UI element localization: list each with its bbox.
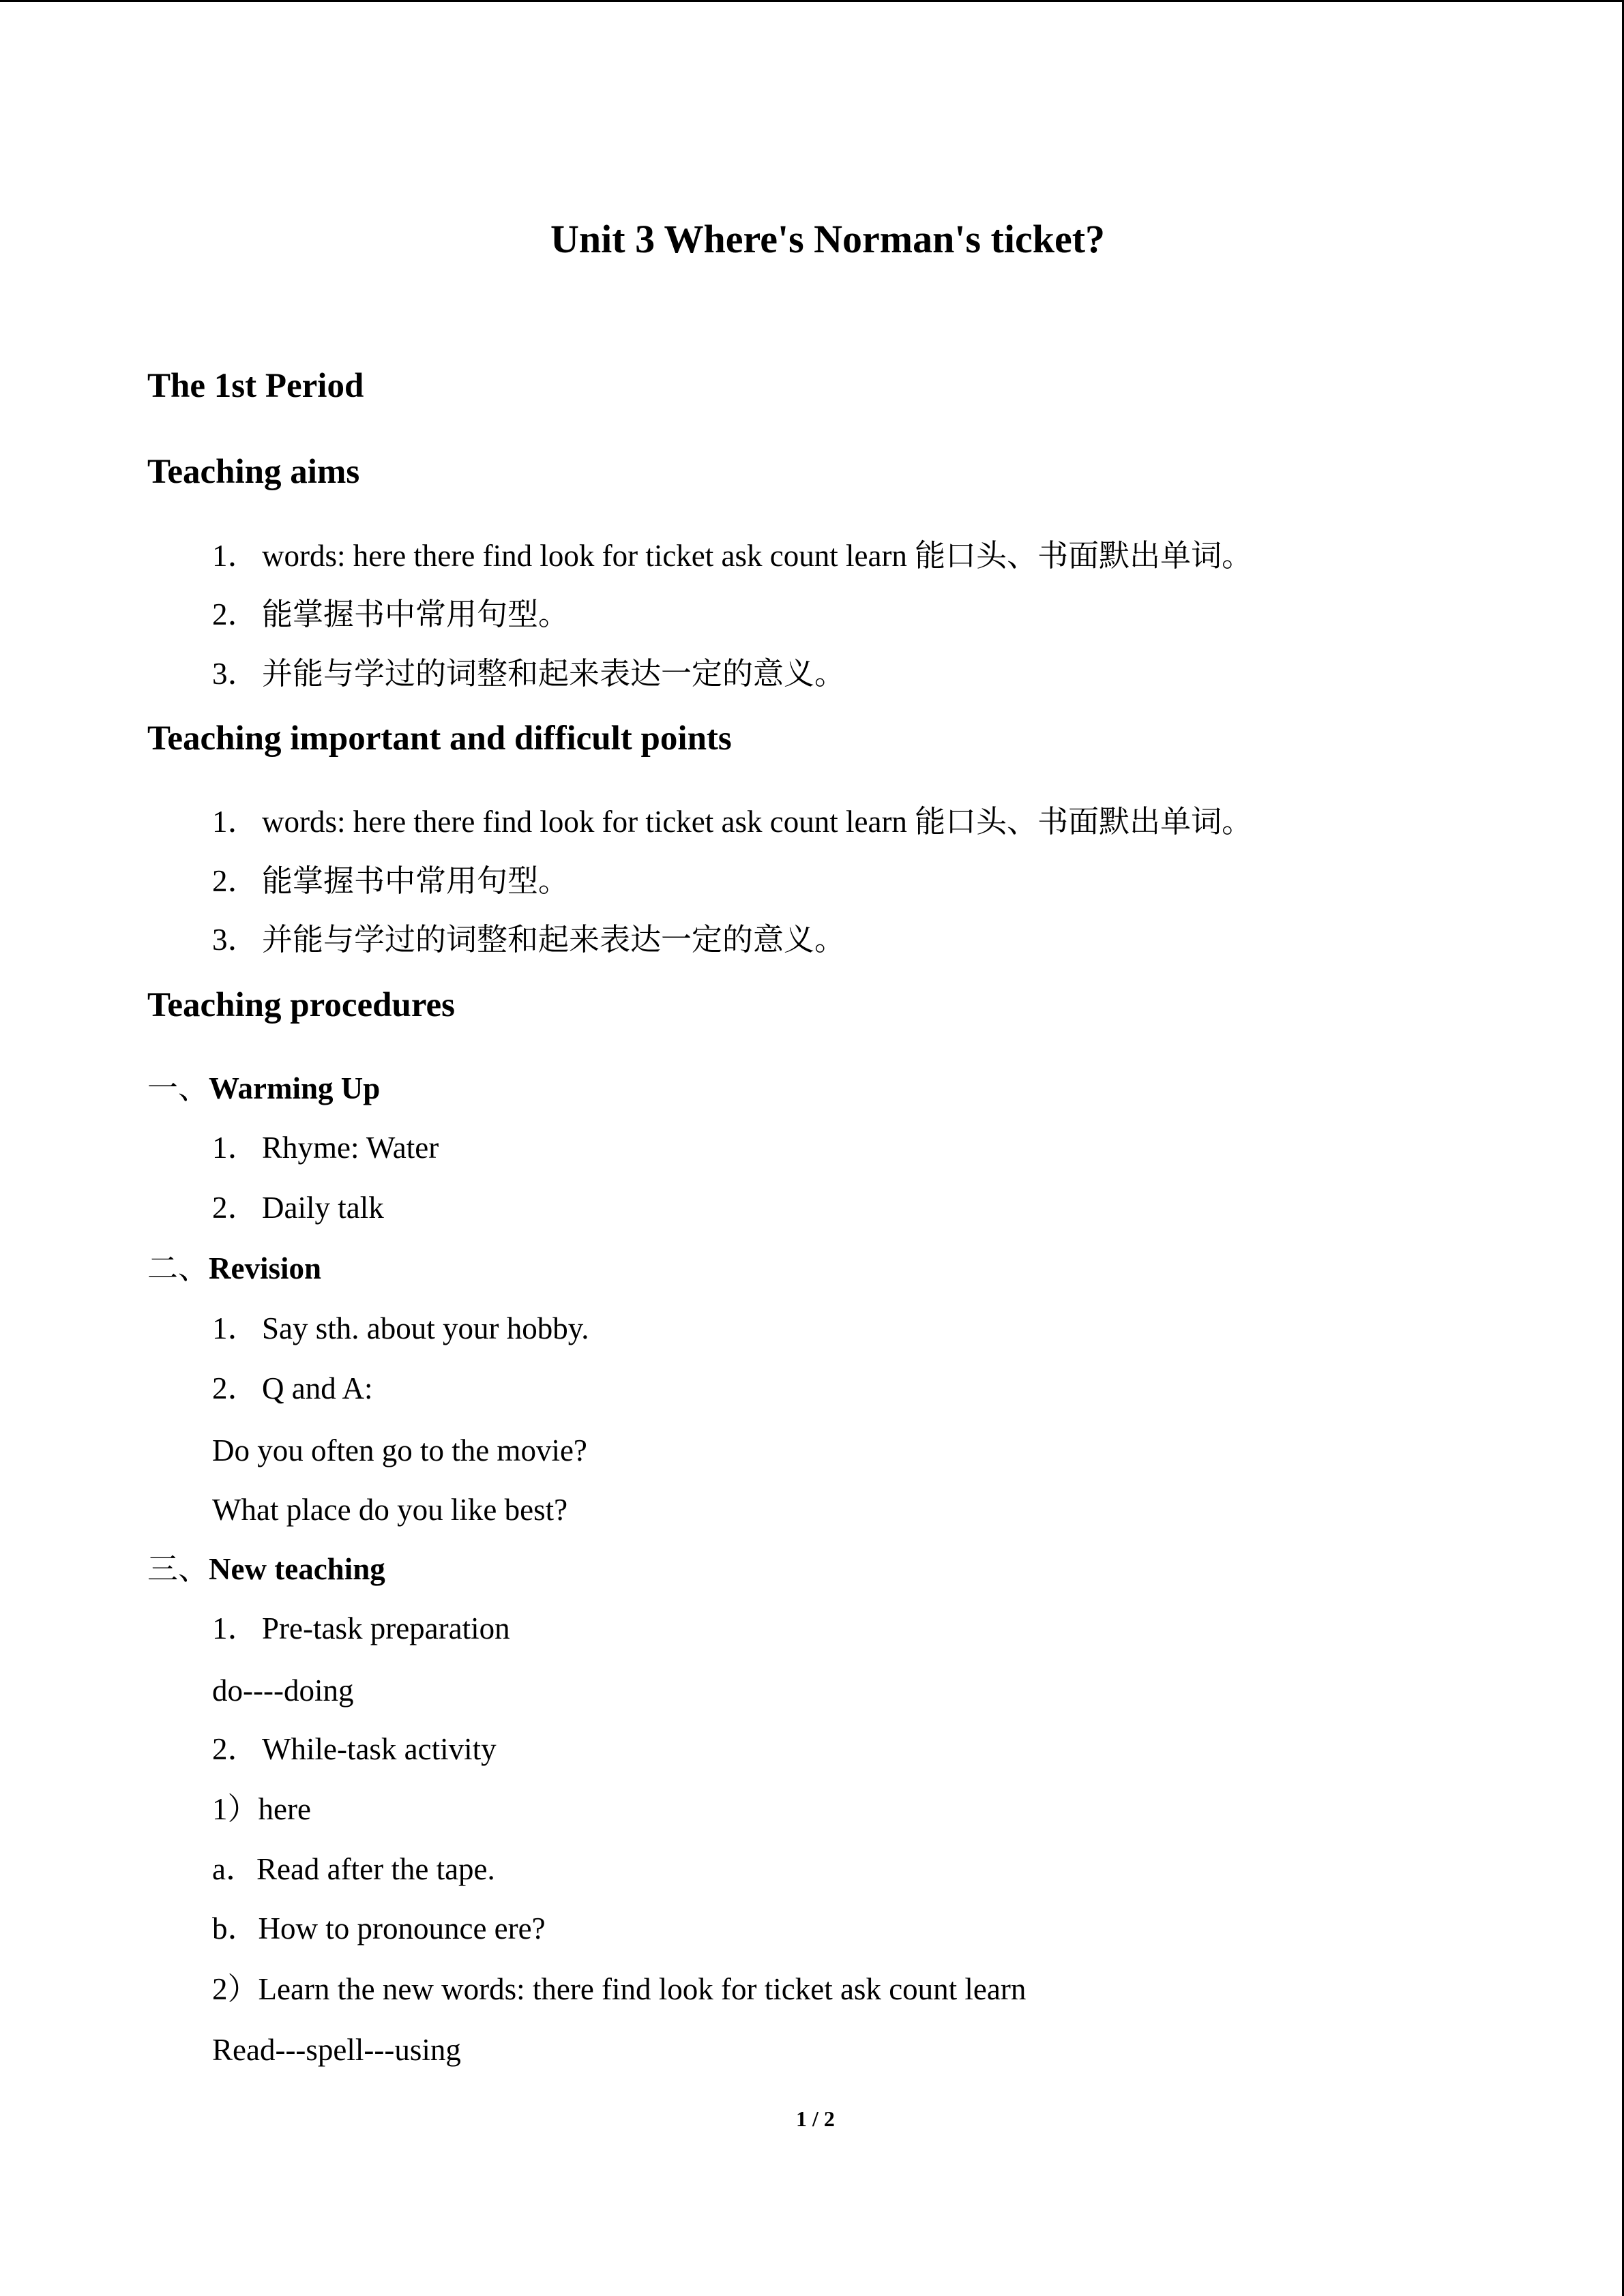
points-item-2 — [212, 866, 569, 897]
procedures-heading: Teaching procedures — [147, 986, 456, 1024]
points-item-2-text: 能掌握书中常用句型。 — [262, 864, 570, 898]
aims-item-2-num: 2． — [212, 597, 259, 631]
warming-title: Warming Up — [209, 1071, 381, 1105]
warming-item-2-num: 2． — [212, 1191, 259, 1225]
document-title: Unit 3 Where's Norman's ticket? — [550, 217, 1106, 261]
points-item-1 — [212, 807, 1252, 837]
points-item-3-text: 并能与学过的词整和起来表达一定的意义。 — [262, 923, 846, 957]
revision-item-1-num: 1． — [212, 1311, 259, 1345]
revision-heading — [147, 1253, 321, 1284]
sub-item-read-spell: Read---spell---using — [212, 2033, 461, 2067]
aims-item-1 — [212, 541, 1252, 571]
revision-item-1 — [212, 1313, 589, 1344]
aims-item-1-num: 1． — [212, 539, 259, 573]
points-heading: Teaching important and difficult points — [147, 719, 732, 758]
aims-item-3-num: 3． — [212, 657, 259, 691]
aims-item-2-text: 能掌握书中常用句型。 — [262, 597, 570, 631]
while-task-item — [212, 1734, 497, 1765]
revision-item-2-text: Q and A: — [262, 1371, 373, 1405]
page-border-top — [0, 0, 1624, 2]
warming-item-1 — [212, 1133, 439, 1163]
period-heading: The 1st Period — [147, 367, 364, 405]
revision-prefix: 二、 — [147, 1251, 209, 1285]
aims-heading: Teaching aims — [147, 453, 360, 491]
revision-item-2 — [212, 1373, 373, 1404]
warming-prefix: 一、 — [147, 1071, 209, 1105]
revision-title: Revision — [209, 1251, 322, 1285]
revision-item-2-num: 2． — [212, 1371, 259, 1405]
sub-item-here: 1）here — [212, 1792, 311, 1826]
new-teaching-title: New teaching — [209, 1552, 385, 1586]
warming-heading — [147, 1073, 380, 1104]
warming-item-1-num: 1． — [212, 1131, 259, 1165]
sub-item-a: a．Read after the tape. — [212, 1852, 495, 1886]
points-item-1-text: words: here there find look for ticket ask count learn 能口头、书面默出单词。 — [262, 805, 1253, 839]
points-item-2-num: 2． — [212, 864, 259, 898]
points-item-1-num: 1． — [212, 805, 259, 839]
sub-item-new-words: 2）Learn the new words: there find look for ticket ask count learn — [212, 1972, 1027, 2006]
sub-item-b: b．How to pronounce ere? — [212, 1911, 546, 1945]
points-item-3-num: 3． — [212, 923, 259, 957]
aims-item-1-text: words: here there find look for ticket ask count learn 能口头、书面默出单词。 — [262, 539, 1253, 573]
aims-item-3 — [212, 659, 845, 689]
pre-task-item — [212, 1613, 510, 1644]
pre-task-note: do----doing — [212, 1673, 354, 1708]
warming-item-2-text: Daily talk — [262, 1191, 384, 1225]
page-number: 1 / 2 — [796, 2106, 835, 2131]
aims-item-3-text: 并能与学过的词整和起来表达一定的意义。 — [262, 657, 846, 691]
new-teaching-heading — [147, 1554, 385, 1585]
revision-question-2: What place do you like best? — [212, 1493, 568, 1527]
pre-task-text: Pre-task preparation — [262, 1611, 510, 1645]
new-teaching-prefix: 三、 — [147, 1552, 209, 1586]
aims-item-2 — [212, 599, 569, 630]
while-task-num: 2． — [212, 1732, 259, 1766]
revision-item-1-text: Say sth. about your hobby. — [262, 1311, 589, 1345]
warming-item-2 — [212, 1193, 384, 1223]
points-item-3 — [212, 925, 845, 955]
while-task-text: While-task activity — [262, 1732, 497, 1766]
revision-question-1: Do you often go to the movie? — [212, 1433, 587, 1467]
warming-item-1-text: Rhyme: Water — [262, 1131, 439, 1165]
pre-task-num: 1． — [212, 1611, 259, 1645]
